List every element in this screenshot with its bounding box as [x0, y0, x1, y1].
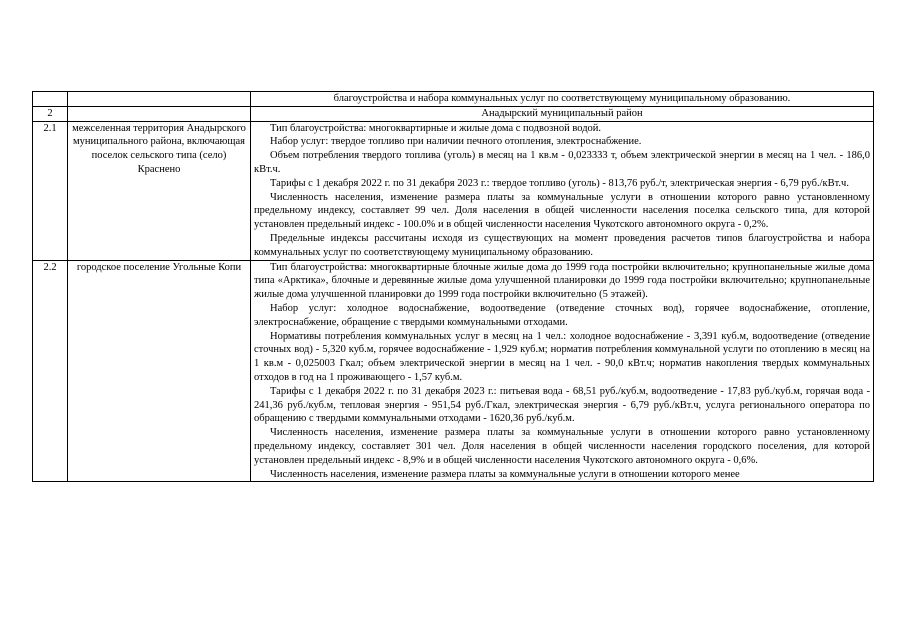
paragraph: Предельные индексы рассчитаны исходя из существующих на момент проведения расчетов типов благоустройства и набора коммунальных услуг по соответствующему муниципальному образованию.: [254, 232, 870, 258]
paragraph: Численность населения, изменение размера платы за коммунальные услуги в отношении которого равно установленному предельному индексу, составляет 99 чел. Доля населения в общей численности населения поселка сельского типа, для которой установлен предельный индекс - 100.0% и в общей численности населения Чукотского автономного округа - 0,2%.: [254, 191, 870, 231]
paragraph: Нормативы потребления коммунальных услуг в месяц на 1 чел.: холодное водоснабжение - 3,391 куб.м, водоотведение (отведение сточных вод) - 5,320 куб.м, горячее водоснабжение - 1,929 куб.м; норматив потребления коммунальной услуги по отоплению в месяц на 1 кв.м - 0,025003 Гкал; объем электрической энергии в месяц на 1 чел. - 90,0 кВт.ч; норматив накопления твердых коммунальных отходов в год на 1 проживающего - 1,57 куб.м.: [254, 330, 870, 383]
continued-text: благоустройства и набора коммунальных услуг по соответствующему муниципальному образованию.: [251, 92, 874, 107]
table-cell: [33, 92, 68, 107]
description-cell: [251, 121, 874, 260]
table-row: [33, 260, 874, 482]
territory-name: городское поселение Угольные Копи: [68, 260, 251, 482]
table-cell: [68, 92, 251, 107]
paragraph: Набор услуг: твердое топливо при наличии печного отопления, электроснабжение.: [270, 136, 642, 148]
paragraph: Тарифы с 1 декабря 2022 г. по 31 декабря 2023 г.: твердое топливо (уголь) - 813,76 руб./т, электрическая энергия - 6,79 руб./кВт.ч.: [270, 177, 849, 189]
territory-name: межселенная территория Анадырского муниципального района, включающая поселок сельского типа (село) Краснено: [68, 121, 251, 260]
paragraph: Тип благоустройства: многоквартирные и жилые дома с подвозной водой.: [270, 122, 602, 134]
row-number: 2.1: [33, 121, 68, 260]
section-title: Анадырский муниципальный район: [251, 106, 874, 121]
paragraph: Численность населения, изменение размера платы за коммунальные услуги в отношении которого равно установленному предельному индексу, составляет 301 чел. Доля населения в общей численности населения городского поселения, для которой установлен предельный индекс - 8,9% и в общей численности населения Чукотского автономного округа - 0,6%.: [254, 427, 870, 466]
paragraph: Объем потребления твердого топлива (уголь) в месяц на 1 кв.м - 0,023333 т, объем электрической энергии в месяц на 1 чел. - 186,0 кВт.ч.: [254, 150, 870, 175]
description-cell: [251, 260, 874, 482]
paragraph: Численность населения, изменение размера платы за коммунальные услуги в отношении которого менее: [270, 468, 740, 480]
paragraph: Набор услуг: холодное водоснабжение, водоотведение (отведение сточных вод), горячее водоснабжение, отопление, электроснабжение, обращение с твердыми коммунальными отходами.: [254, 302, 870, 328]
paragraph: Тарифы с 1 декабря 2022 г. по 31 декабря 2023 г.: питьевая вода - 68,51 руб./куб.м, водоотведение - 17,83 руб./куб.м, горячая вода - 241,36 руб./куб.м, тепловая энергия - 951,54 руб./Гкал, электрическая энергия - 6,79 руб./кВт.ч, услуга регионального оператора по обращению с твердыми коммунальными отходами - 1620,36 руб./куб.м.: [254, 385, 870, 425]
paragraph: Тип благоустройства: многоквартирные блочные жилые дома до 1999 года постройки включительно; крупнопанельные жилые дома типа «Арктика», блочные и деревянные жилые дома улучшенной планировки до 1999 года постройки включительно; крупнопанельные жилые дома улучшенной планировки до 1999 года постройки включительно (5 этажей).: [254, 261, 870, 301]
table-cell: [68, 106, 251, 121]
tariff-table: [32, 91, 874, 482]
section-number: 2: [33, 106, 68, 121]
table-row: [33, 92, 874, 107]
section-header-row: [33, 106, 874, 121]
table-row: [33, 121, 874, 260]
row-number: 2.2: [33, 260, 68, 482]
